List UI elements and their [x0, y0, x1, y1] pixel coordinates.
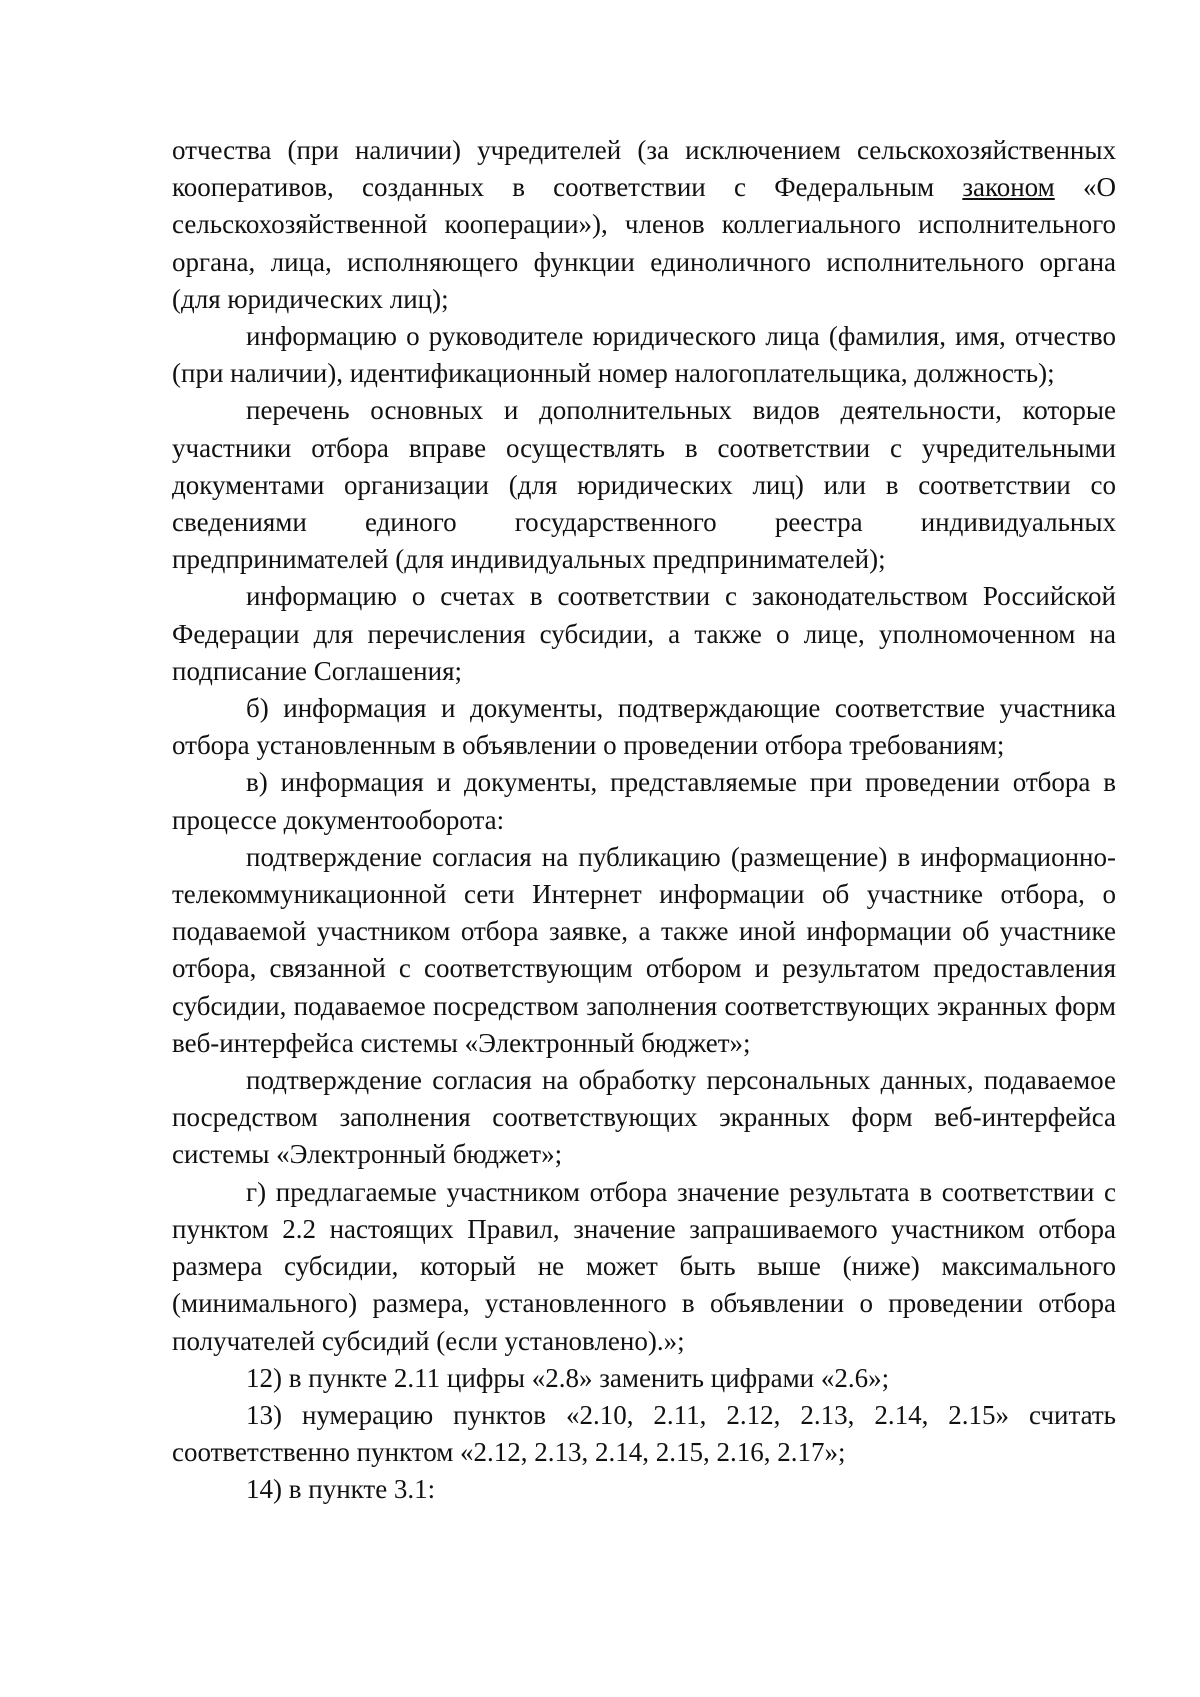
paragraph-text: «О сельскохозяйственной кооперации»), членов коллегиального исполнительного органа, лица, исполняющего функции единоличного исполнительного органа (для юридических лиц);: [172, 172, 1116, 314]
paragraph-text: подтверждение согласия на публикацию (размещение) в информационно-телекоммуникационной сети Интернет информации об участнике отбора, о подаваемой участником отбора заявке, а также иной информации об участнике отбора, связанной с соответствующим отбором и результатом предоставления субсидии, подаваемое посредством заполнения соответствующих экранных форм веб-интерфейса системы «Электронный бюджет»;: [172, 841, 1116, 1058]
paragraph-7: [172, 839, 1116, 1062]
document-page: [172, 132, 1116, 1509]
paragraph-6: [172, 764, 1116, 838]
paragraph-text: в) информация и документы, представляемые при проведении отбора в процессе документооборота:: [172, 767, 1116, 835]
paragraph-8: [172, 1062, 1116, 1174]
paragraph-10: [172, 1360, 1116, 1397]
paragraph-9: [172, 1174, 1116, 1360]
paragraph-text: подтверждение согласия на обработку персональных данных, подаваемое посредством заполнения соответствующих экранных форм веб-интерфейса системы «Электронный бюджет»;: [172, 1065, 1116, 1170]
paragraph-4: [172, 578, 1116, 690]
paragraph-text: отчества (при наличии) учредителей (за исключением сельскохозяйственных кооперативов, созданных в соответствии с Федеральным: [172, 135, 1116, 203]
paragraph-text: 13) нумерацию пунктов «2.10, 2.11, 2.12, 2.13, 2.14, 2.15» считать соответственно пунктом «2.12, 2.13, 2.14, 2.15, 2.16, 2.17»;: [172, 1399, 1116, 1468]
paragraph-11: [172, 1397, 1116, 1471]
paragraph-text: 12) в пункте 2.11 цифры «2.8» заменить цифрами «2.6»;: [246, 1362, 890, 1393]
paragraph-1: [172, 132, 1116, 318]
paragraph-3: [172, 392, 1116, 578]
paragraph-text: г) предлагаемые участником отбора значение результата в соответствии с пунктом 2.2 настоящих Правил, значение запрашиваемого участником отбора размера субсидии, который не может быть выше (ниже) максимального (минимального) размера, установленного в объявлении о проведении отбора получателей субсидий (если установлено).»;: [172, 1176, 1116, 1356]
paragraph-text: информацию о счетах в соответствии с законодательством Российской Федерации для перечисления субсидии, а также о лице, уполномоченном на подписание Соглашения;: [172, 581, 1116, 686]
paragraph-text: информацию о руководителе юридического лица (фамилия, имя, отчество (при наличии), идентификационный номер налогоплательщика, должность);: [172, 321, 1116, 389]
paragraph-text: перечень основных и дополнительных видов деятельности, которые участники отбора вправе осуществлять в соответствии с учредительными документами организации (для юридических лиц) или в соответствии со сведениями единого государственного реестра индивидуальных предпринимателей (для индивидуальных предпринимателей);: [172, 395, 1116, 575]
paragraph-text: б) информация и документы, подтверждающие соответствие участника отбора установленным в объявлении о проведении отбора требованиям;: [172, 693, 1116, 761]
paragraph-2: [172, 318, 1116, 392]
paragraph-text: 14) в пункте 3.1:: [246, 1474, 436, 1505]
law-link[interactable]: законом: [962, 172, 1055, 203]
paragraph-5: [172, 690, 1116, 764]
paragraph-12: [172, 1471, 1116, 1508]
